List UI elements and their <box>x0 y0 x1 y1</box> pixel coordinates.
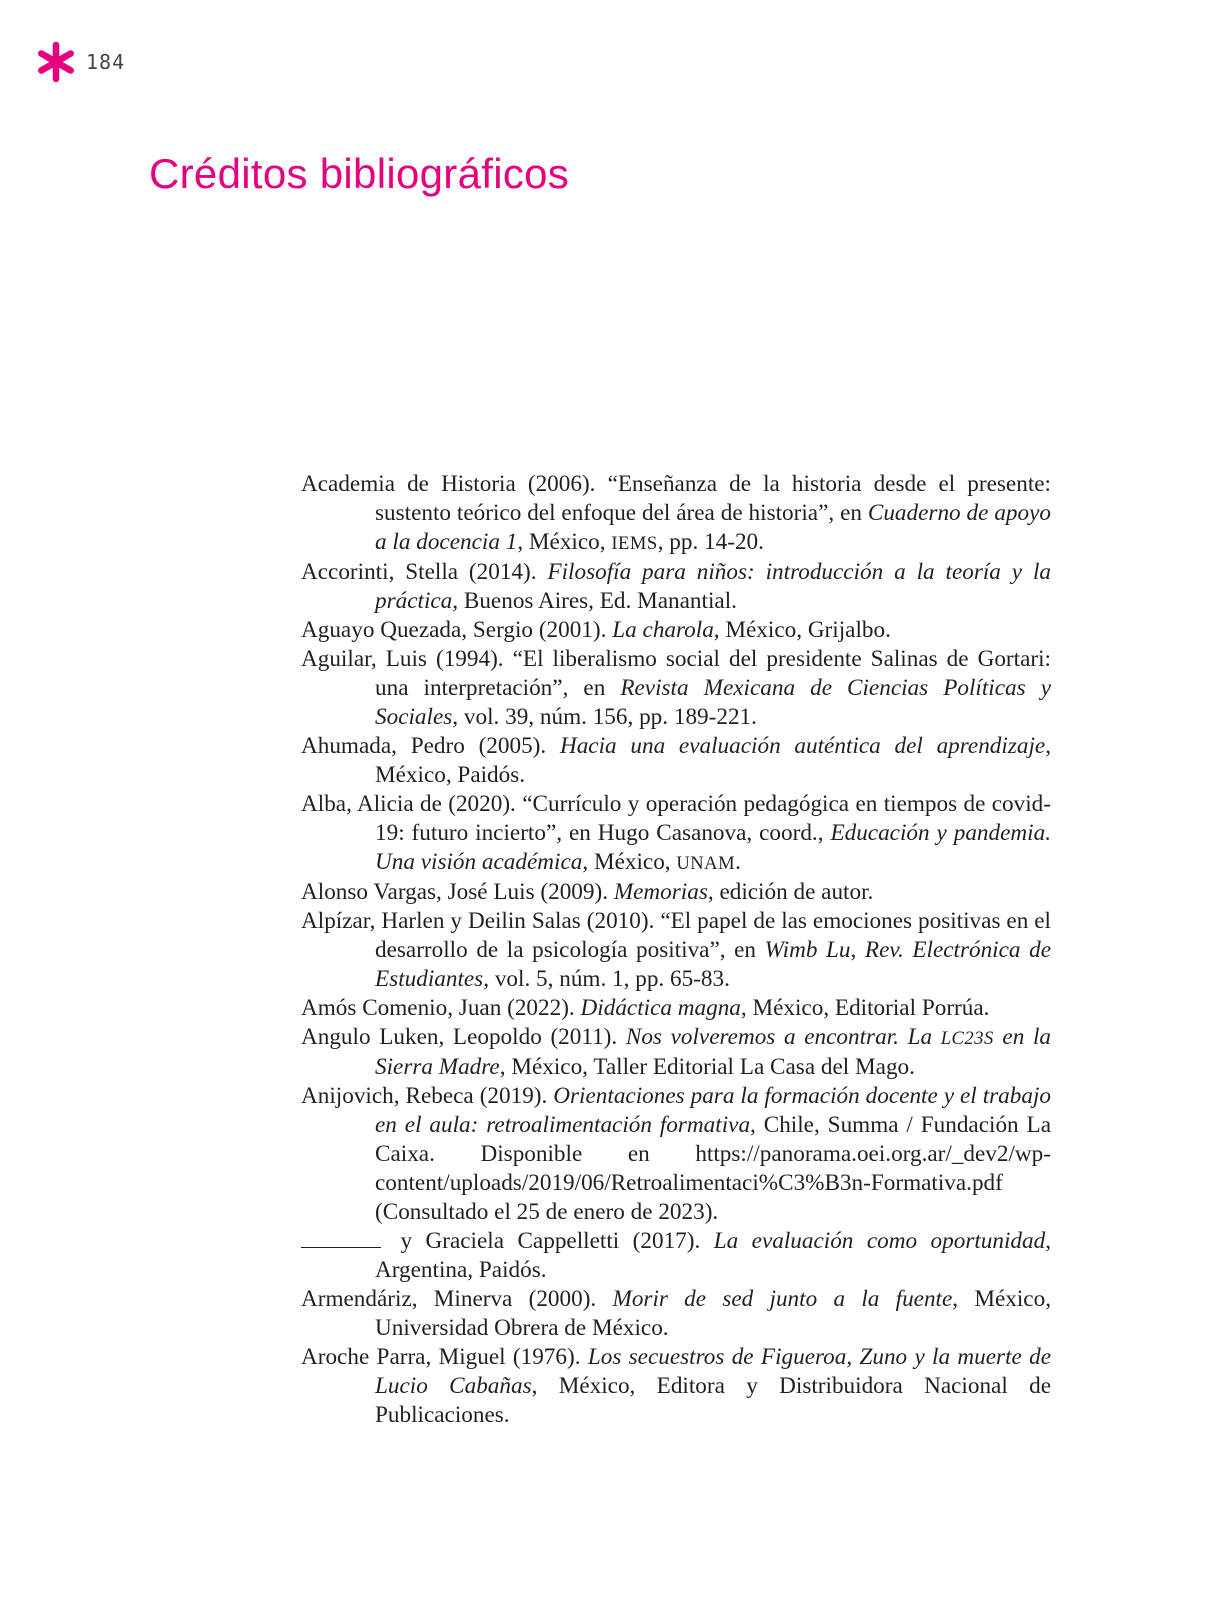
author-repeat-rule <box>301 1229 381 1248</box>
ref-text: Aguayo Quezada, Sergio (2001). <box>301 617 613 643</box>
ref-title: Wimb Lu, Rev. Electrónica de Estudiantes <box>375 937 1051 992</box>
ref-text: , México, Grijalbo. <box>713 617 891 643</box>
ref-text: , México, Paidós. <box>375 733 1051 788</box>
ref-text: Alpízar, Harlen y Deilin Salas (2010). “El papel de las emociones positivas en el desarrollo de la psicología positiva”, en <box>301 908 1051 963</box>
ref-text: Aroche Parra, Miguel (1976). <box>301 1344 588 1370</box>
ref-title: Orientaciones para la formación docente y el trabajo en el aula: retroalimentación formativa <box>375 1083 1051 1138</box>
ref-text: Alba, Alicia de (2020). “Currículo y operación pedagógica en tiempos de covid-19: futuro incierto”, en Hugo Casanova, coord., <box>301 791 1051 846</box>
ref-text: . <box>735 849 741 875</box>
ref-text: , Argentina, Paidós. <box>375 1228 1051 1283</box>
ref-text: Armendáriz, Minerva (2000). <box>301 1286 613 1312</box>
reference-entry <box>301 1023 1051 1082</box>
bibliography-list <box>301 470 1051 1430</box>
reference-entry <box>301 1227 1051 1285</box>
ref-title: Memorias <box>613 879 708 905</box>
reference-entry <box>301 470 1051 558</box>
reference-entry <box>301 732 1051 790</box>
ref-title: Nos volveremos a encontrar. La <box>625 1024 941 1050</box>
ref-title: Educación y pandemia. Una visión académica <box>375 820 1051 875</box>
asterisk-icon <box>36 42 76 82</box>
ref-text: , México, Taller Editorial La Casa del Mago. <box>499 1054 915 1080</box>
reference-entry <box>301 994 1051 1023</box>
reference-entry <box>301 907 1051 994</box>
ref-text: , México, Editorial Porrúa. <box>740 995 990 1021</box>
ref-text: , Buenos Aires, Ed. Manantial. <box>452 588 737 614</box>
ref-abbrev: UNAM <box>676 853 736 874</box>
ref-text: , vol. 5, núm. 1, pp. 65-83. <box>483 966 730 992</box>
ref-title: Los secuestros de Figueroa, Zuno y la muerte de Lucio Cabañas <box>375 1344 1051 1399</box>
ref-title: Didáctica magna <box>580 995 741 1021</box>
ref-text: Accorinti, Stella (2014). <box>301 559 548 585</box>
page-number: 184 <box>86 50 126 74</box>
ref-text: , pp. 14-20. <box>657 529 764 555</box>
page-header <box>36 42 125 82</box>
ref-text: Alonso Vargas, José Luis (2009). <box>301 879 614 905</box>
ref-text: Ahumada, Pedro (2005). <box>301 733 560 759</box>
ref-text: , edición de autor. <box>707 879 874 905</box>
ref-abbrev: IEMS <box>611 533 658 554</box>
reference-entry <box>301 878 1051 907</box>
ref-text: Amós Comenio, Juan (2022). <box>301 995 581 1021</box>
ref-text: , Chile, Summa / Fundación La Caixa. Disponible en https://panorama.oei.org.ar/_dev2/wp-content/uploads/2019/06/Retroalimentaci%C3%B3n-Formativa.pdf (Consultado el 25 de enero de 2023). <box>375 1112 1051 1225</box>
ref-text: y Graciela Cappelletti (2017). <box>387 1228 714 1254</box>
ref-title: La evaluación como oportunidad <box>713 1228 1046 1254</box>
ref-title: Revista Mexicana de Ciencias Políticas y Sociales <box>375 675 1051 730</box>
reference-entry <box>301 645 1051 732</box>
ref-text: Anijovich, Rebeca (2019). <box>301 1083 554 1109</box>
reference-entry <box>301 1343 1051 1430</box>
page-title: Créditos bibliográficos <box>149 150 570 197</box>
reference-entry <box>301 790 1051 878</box>
ref-title: Hacia una evaluación auténtica del aprendizaje <box>559 733 1046 759</box>
ref-text: Aguilar, Luis (1994). “El liberalismo social del presidente Salinas de Gortari: una interpretación”, en <box>301 646 1051 701</box>
ref-text: , vol. 39, núm. 156, pp. 189-221. <box>452 704 757 730</box>
ref-abbrev: LC23S <box>940 1028 994 1049</box>
ref-text: , México, Editora y Distribuidora Nacional de Publicaciones. <box>375 1373 1051 1428</box>
reference-entry <box>301 558 1051 616</box>
ref-text: , México, <box>582 849 677 875</box>
ref-title: Filosofía para niños: introducción a la teoría y la práctica <box>375 559 1051 614</box>
reference-entry <box>301 616 1051 645</box>
ref-text: Angulo Luken, Leopoldo (2011). <box>301 1024 626 1050</box>
ref-title: Morir de sed junto a la fuente <box>612 1286 953 1312</box>
reference-entry <box>301 1285 1051 1343</box>
ref-title: en la Sierra Madre <box>375 1024 1051 1080</box>
ref-title: La charola <box>612 617 714 643</box>
ref-text: Academia de Historia (2006). “Enseñanza de la historia desde el presente: sustento teórico del enfoque del área de historia”, en <box>301 471 1051 526</box>
ref-text: , México, Universidad Obrera de México. <box>375 1286 1051 1341</box>
ref-title: Cuaderno de apoyo a la docencia 1 <box>375 500 1051 555</box>
reference-entry <box>301 1082 1051 1227</box>
ref-text: , México, <box>517 529 612 555</box>
